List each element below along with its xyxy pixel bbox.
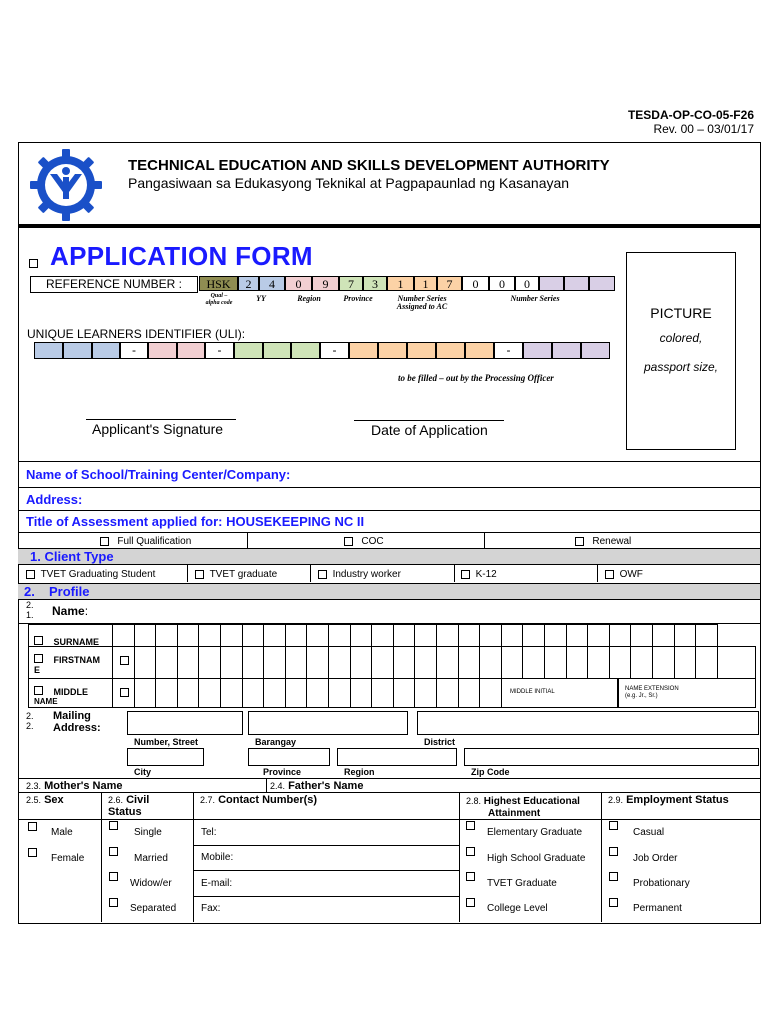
name-char-cell[interactable]	[242, 678, 264, 708]
name-char-cell[interactable]	[674, 624, 696, 647]
name-char-cell[interactable]	[587, 624, 610, 647]
caption-region: Region	[297, 294, 321, 303]
processing-officer-note: to be filled – out by the Processing Officer	[398, 373, 554, 383]
document-code: TESDA-OP-CO-05-F26	[627, 108, 754, 122]
uli-cell[interactable]	[465, 342, 494, 359]
tel-label[interactable]: Tel:	[201, 827, 217, 838]
name-char-cell[interactable]	[220, 678, 243, 708]
name-char-cell[interactable]	[479, 624, 502, 647]
assessment-label	[26, 514, 364, 529]
divider	[18, 510, 760, 511]
name-char-cell[interactable]	[393, 678, 415, 708]
name-extension-text: NAME EXTENSION	[625, 686, 679, 692]
picture-note-size: passport size,	[643, 360, 719, 374]
number-part: 2.	[26, 711, 34, 721]
father-number: 2.4.	[270, 781, 286, 791]
high-school-checkbox[interactable]	[466, 847, 475, 856]
divider	[18, 532, 760, 533]
name-char-cell[interactable]	[328, 646, 351, 679]
option-renewal[interactable]	[575, 536, 631, 547]
fax-label[interactable]: Fax:	[201, 903, 221, 914]
checkbox-icon[interactable]	[318, 570, 327, 579]
assessment-title-label: Title of Assessment applied for:	[26, 514, 223, 529]
education-label-wrap: Attainment	[488, 808, 541, 819]
client-type-owf[interactable]	[605, 569, 643, 580]
name-char-cell[interactable]	[155, 624, 178, 647]
checkbox-icon[interactable]	[575, 537, 584, 546]
ref-cell-qual[interactable]: HSK	[199, 276, 238, 291]
checkbox-icon[interactable]	[461, 570, 470, 579]
uli-cell[interactable]	[63, 342, 92, 359]
divider	[101, 792, 102, 922]
city-label: City	[134, 767, 152, 777]
checkbox-icon[interactable]	[195, 570, 204, 579]
zip-code-label: Zip Code	[471, 767, 510, 777]
middlename-row-label	[34, 686, 88, 707]
name-char-cell[interactable]	[501, 646, 523, 679]
option-label: K-12	[475, 569, 497, 580]
name-label	[52, 604, 88, 618]
profile-title: Profile	[49, 584, 90, 599]
name-char-cell[interactable]	[285, 646, 307, 679]
divider	[597, 565, 598, 582]
ref-cell[interactable]: 7	[437, 276, 462, 291]
name-char-cell[interactable]	[652, 646, 675, 679]
name-char-cell[interactable]	[371, 624, 394, 647]
mother-label: Mother's Name	[44, 780, 123, 792]
profile-section	[18, 583, 760, 600]
name-char-cell[interactable]	[285, 624, 307, 647]
name-char-cell[interactable]	[436, 678, 459, 708]
form-title: APPLICATION FORM	[50, 241, 313, 271]
name-char-cell[interactable]	[458, 624, 480, 647]
name-char-cell[interactable]	[112, 624, 135, 647]
uli-cell[interactable]	[92, 342, 120, 359]
name-char-cell[interactable]	[242, 646, 264, 679]
uli-cell[interactable]	[552, 342, 581, 359]
contact-label: Contact Number(s)	[218, 794, 318, 806]
divider	[18, 819, 760, 820]
elementary-checkbox[interactable]	[466, 821, 475, 830]
ref-cell[interactable]: 1	[387, 276, 414, 291]
number-street-input[interactable]	[127, 711, 243, 735]
ref-cell[interactable]: 1	[414, 276, 437, 291]
uli-dash: -	[120, 342, 148, 359]
name-char-cell[interactable]	[458, 678, 480, 708]
tesda-logo-icon	[26, 148, 106, 222]
barangay-label: Barangay	[255, 737, 297, 747]
city-input[interactable]	[127, 748, 204, 766]
firstname-label-wrap: E	[34, 665, 41, 675]
father-name-label[interactable]	[270, 780, 363, 792]
name-char-cell[interactable]	[198, 624, 221, 647]
name-char-cell[interactable]	[436, 624, 459, 647]
single-label: Single	[134, 827, 162, 838]
ref-cell[interactable]: 0	[285, 276, 312, 291]
uli-cell[interactable]	[378, 342, 407, 359]
client-type-title: 1. Client Type	[30, 549, 114, 564]
mobile-label[interactable]: Mobile:	[201, 852, 234, 863]
firstname-row-label	[34, 654, 100, 675]
ref-cell[interactable]: 7	[339, 276, 363, 291]
name-char-cell[interactable]	[134, 624, 156, 647]
mailing-number	[26, 711, 34, 731]
option-label: COC	[361, 536, 384, 547]
employment-number: 2.9.	[608, 795, 624, 805]
divider	[459, 792, 460, 922]
uli-dash: -	[494, 342, 523, 359]
name-char-cell[interactable]	[134, 678, 156, 708]
name-label-text: Name	[52, 604, 85, 618]
divider	[193, 870, 459, 871]
college-label: College Level	[487, 903, 548, 914]
assessment-value: HOUSEKEEPING NC II	[226, 514, 365, 529]
uli-cell[interactable]	[436, 342, 465, 359]
uli-cell[interactable]	[581, 342, 610, 359]
signature-label: Applicant's Signature	[92, 421, 224, 437]
name-char-cell[interactable]	[522, 624, 545, 647]
name-char-cell[interactable]	[220, 624, 243, 647]
separated-label: Separated	[130, 903, 177, 914]
mailing-label-line2: Address:	[53, 722, 101, 734]
divider	[18, 792, 760, 793]
name-char-cell[interactable]	[609, 646, 631, 679]
name-char-cell[interactable]	[306, 646, 329, 679]
mailing-label	[53, 710, 101, 734]
education-number: 2.8.	[466, 796, 482, 806]
divider	[193, 792, 194, 922]
ref-cell[interactable]: 9	[312, 276, 339, 291]
college-checkbox[interactable]	[466, 898, 475, 907]
client-type-tvet-graduating[interactable]	[26, 569, 155, 580]
client-type-industry-worker[interactable]	[318, 569, 401, 580]
divider	[484, 532, 485, 548]
employment-header	[608, 794, 729, 806]
name-char-cell[interactable]	[306, 624, 329, 647]
contact-number: 2.7.	[200, 795, 216, 805]
province-input[interactable]	[248, 748, 330, 766]
uli-cell[interactable]	[291, 342, 320, 359]
uli-cell[interactable]	[234, 342, 263, 359]
name-char-cell[interactable]	[155, 646, 178, 679]
permanent-checkbox[interactable]	[609, 898, 618, 907]
option-label: TVET graduate	[209, 569, 278, 580]
application-form-checkbox[interactable]	[29, 259, 38, 268]
mother-name-label[interactable]	[26, 780, 123, 792]
uli-dash: -	[205, 342, 234, 359]
widow-checkbox[interactable]	[109, 872, 118, 881]
ref-cell[interactable]	[564, 276, 589, 291]
married-label: Married	[134, 853, 168, 864]
name-char-cell[interactable]	[630, 624, 653, 647]
date-label: Date of Application	[371, 422, 488, 438]
email-label[interactable]: E-mail:	[201, 878, 233, 889]
ref-cell[interactable]: 0	[489, 276, 515, 291]
name-char-cell[interactable]	[242, 624, 264, 647]
name-extension-label	[625, 686, 679, 700]
uli-cell[interactable]	[177, 342, 205, 359]
name-char-cell[interactable]	[350, 646, 372, 679]
casual-checkbox[interactable]	[609, 821, 618, 830]
school-name-label: Name of School/Training Center/Company:	[26, 467, 291, 482]
uli-cell[interactable]	[349, 342, 378, 359]
civil-label-wrap: Status	[108, 806, 142, 818]
middlename-checkbox[interactable]	[120, 688, 129, 697]
name-char-cell[interactable]	[695, 624, 718, 647]
name-extension-example: (e.g. Jr., Sr.)	[625, 693, 658, 699]
name-char-cell[interactable]	[134, 646, 156, 679]
caption-qual: Qual – alpha code	[205, 293, 233, 306]
high-school-label: High School Graduate	[487, 853, 586, 864]
ref-cell[interactable]: 4	[259, 276, 285, 291]
uli-label: UNIQUE LEARNERS IDENTIFIER (ULI):	[27, 327, 246, 341]
caption-series-ac: Number Series Assigned to AC	[396, 294, 448, 311]
option-label: Industry worker	[332, 569, 401, 580]
name-char-cell[interactable]	[522, 646, 545, 679]
uli-cell[interactable]	[407, 342, 436, 359]
divider	[18, 778, 760, 779]
firstname-label: FIRSTNAM	[53, 655, 100, 665]
single-checkbox[interactable]	[109, 821, 118, 830]
number-part: 2.	[26, 600, 34, 610]
name-char-cell[interactable]	[177, 624, 199, 647]
reference-number-label: REFERENCE NUMBER :	[30, 276, 198, 293]
name-char-cell[interactable]	[458, 646, 480, 679]
checkbox-icon[interactable]	[34, 686, 43, 695]
name-char-cell[interactable]	[155, 678, 178, 708]
agency-name: TECHNICAL EDUCATION AND SKILLS DEVELOPMENT AUTHORITY	[128, 157, 610, 174]
name-char-cell[interactable]	[285, 678, 307, 708]
number-street-label: Number, Street	[134, 737, 199, 747]
married-checkbox[interactable]	[109, 847, 118, 856]
client-type-section	[18, 548, 760, 565]
checkbox-icon[interactable]	[344, 537, 353, 546]
female-label: Female	[51, 853, 85, 864]
name-char-cell[interactable]	[436, 646, 459, 679]
checkbox-icon[interactable]	[34, 636, 43, 645]
name-char-cell[interactable]	[479, 678, 502, 708]
name-char-cell[interactable]	[263, 678, 286, 708]
tvet-checkbox[interactable]	[466, 872, 475, 881]
name-char-cell[interactable]	[717, 646, 756, 679]
sex-header	[26, 794, 64, 806]
permanent-label: Permanent	[633, 903, 682, 914]
sex-number: 2.5.	[26, 795, 42, 805]
divider	[18, 487, 760, 488]
district-input[interactable]	[417, 711, 759, 735]
education-header	[466, 795, 580, 820]
widow-label: Widow/er	[130, 878, 172, 889]
probationary-label: Probationary	[633, 878, 690, 889]
name-char-cell[interactable]	[328, 624, 351, 647]
name-char-cell[interactable]	[350, 678, 372, 708]
name-char-cell[interactable]	[501, 624, 523, 647]
name-char-cell[interactable]	[177, 646, 199, 679]
job-order-checkbox[interactable]	[609, 847, 618, 856]
name-char-cell[interactable]	[350, 624, 372, 647]
option-label: Full Qualification	[117, 536, 192, 547]
name-char-cell[interactable]	[587, 646, 610, 679]
checkbox-icon[interactable]	[605, 570, 614, 579]
checkbox-icon[interactable]	[34, 654, 43, 663]
name-char-cell[interactable]	[306, 678, 329, 708]
name-char-cell[interactable]	[328, 678, 351, 708]
name-char-cell[interactable]	[609, 624, 631, 647]
name-char-cell[interactable]	[198, 646, 221, 679]
middlename-label-wrap: NAME	[34, 697, 58, 706]
divider	[454, 565, 455, 582]
province-label: Province	[263, 767, 302, 777]
number-part: 1.	[26, 610, 34, 620]
job-order-label: Job Order	[633, 853, 678, 864]
barangay-input[interactable]	[248, 711, 408, 735]
female-checkbox[interactable]	[28, 848, 37, 857]
picture-note-colored: colored,	[659, 331, 703, 345]
option-label: OWF	[619, 569, 643, 580]
name-char-cell[interactable]	[220, 646, 243, 679]
number-part: 2.	[26, 721, 34, 731]
name-char-cell[interactable]	[371, 678, 394, 708]
client-type-tvet-graduate[interactable]	[195, 569, 277, 580]
caption-yy: YY	[256, 294, 266, 303]
caption-province: Province	[343, 294, 373, 303]
checkbox-icon[interactable]	[26, 570, 35, 579]
date-line[interactable]	[354, 420, 504, 421]
zip-code-input[interactable]	[464, 748, 759, 766]
name-char-cell[interactable]	[393, 646, 415, 679]
header-divider	[18, 224, 760, 228]
option-label: TVET Graduating Student	[40, 569, 156, 580]
name-number	[26, 600, 34, 620]
name-char-cell[interactable]	[263, 646, 286, 679]
separated-checkbox[interactable]	[109, 898, 118, 907]
uli-cell[interactable]	[263, 342, 291, 359]
client-type-k12[interactable]	[461, 569, 497, 580]
divider	[247, 532, 248, 548]
name-char-cell[interactable]	[544, 624, 567, 647]
civil-label: Civil	[126, 794, 150, 806]
name-char-cell[interactable]	[479, 646, 502, 679]
name-char-cell[interactable]	[544, 646, 567, 679]
district-label: District	[424, 737, 456, 747]
ref-cell[interactable]	[589, 276, 615, 291]
name-char-cell[interactable]	[695, 646, 718, 679]
name-char-cell[interactable]	[371, 646, 394, 679]
sex-label: Sex	[44, 794, 64, 806]
civil-status-header	[108, 794, 149, 818]
address-label: Address:	[26, 492, 83, 507]
uli-cell[interactable]	[34, 342, 63, 359]
name-char-cell[interactable]	[393, 624, 415, 647]
mother-number: 2.3.	[26, 781, 42, 791]
divider	[193, 845, 459, 846]
divider	[266, 778, 267, 792]
divider	[187, 565, 188, 582]
ref-cell[interactable]: 0	[462, 276, 489, 291]
male-label: Male	[51, 827, 73, 838]
firstname-checkbox[interactable]	[120, 656, 129, 665]
divider	[310, 565, 311, 582]
name-char-cell[interactable]	[414, 646, 437, 679]
surname-row-label	[34, 632, 99, 650]
male-checkbox[interactable]	[28, 822, 37, 831]
employment-label: Employment Status	[626, 794, 729, 806]
divider	[18, 461, 760, 462]
civil-number: 2.6.	[108, 795, 124, 805]
ref-cell[interactable]	[539, 276, 564, 291]
name-char-cell[interactable]	[177, 678, 199, 708]
casual-label: Casual	[633, 827, 665, 838]
middlename-label: MIDDLE	[53, 687, 88, 697]
name-char-cell[interactable]	[198, 678, 221, 708]
father-label: Father's Name	[288, 780, 364, 792]
name-label-colon: :	[84, 604, 89, 618]
uli-cell[interactable]	[523, 342, 552, 359]
name-char-cell[interactable]	[566, 646, 588, 679]
signature-line[interactable]	[86, 419, 236, 420]
middle-initial-label: MIDDLE INITIAL	[510, 689, 555, 695]
picture-title: PICTURE	[650, 305, 712, 321]
agency-subtitle: Pangasiwaan sa Edukasyong Teknikal at Pagpapaunlad ng Kasanayan	[128, 175, 570, 191]
name-char-cell[interactable]	[630, 646, 653, 679]
option-coc[interactable]	[344, 536, 384, 547]
tvet-label: TVET Graduate	[487, 878, 557, 889]
region-input[interactable]	[337, 748, 457, 766]
option-full-qualification[interactable]	[100, 536, 191, 547]
ref-cell[interactable]: 0	[515, 276, 539, 291]
ref-cell[interactable]: 2	[238, 276, 259, 291]
divider	[601, 792, 602, 922]
picture-box[interactable]	[626, 252, 736, 450]
contact-header	[200, 794, 317, 806]
name-char-cell[interactable]	[414, 624, 437, 647]
name-char-cell[interactable]	[263, 624, 286, 647]
region-label: Region	[344, 767, 375, 777]
name-char-cell[interactable]	[652, 624, 675, 647]
option-label: Renewal	[592, 536, 632, 547]
probationary-checkbox[interactable]	[609, 872, 618, 881]
surname-label: SURNAME	[53, 637, 99, 647]
mailing-label-line1: Mailing	[53, 710, 91, 722]
name-char-cell[interactable]	[414, 678, 437, 708]
document-revision: Rev. 00 – 03/01/17	[653, 122, 754, 136]
uli-dash: -	[320, 342, 349, 359]
name-char-cell[interactable]	[674, 646, 696, 679]
checkbox-icon[interactable]	[100, 537, 109, 546]
education-label: Highest Educational	[483, 796, 580, 807]
elementary-label: Elementary Graduate	[487, 827, 583, 838]
profile-number: 2.	[24, 584, 35, 599]
divider	[193, 896, 459, 897]
ref-cell[interactable]: 3	[363, 276, 387, 291]
name-char-cell[interactable]	[566, 624, 588, 647]
caption-series: Number Series	[510, 294, 560, 303]
uli-cell[interactable]	[148, 342, 177, 359]
